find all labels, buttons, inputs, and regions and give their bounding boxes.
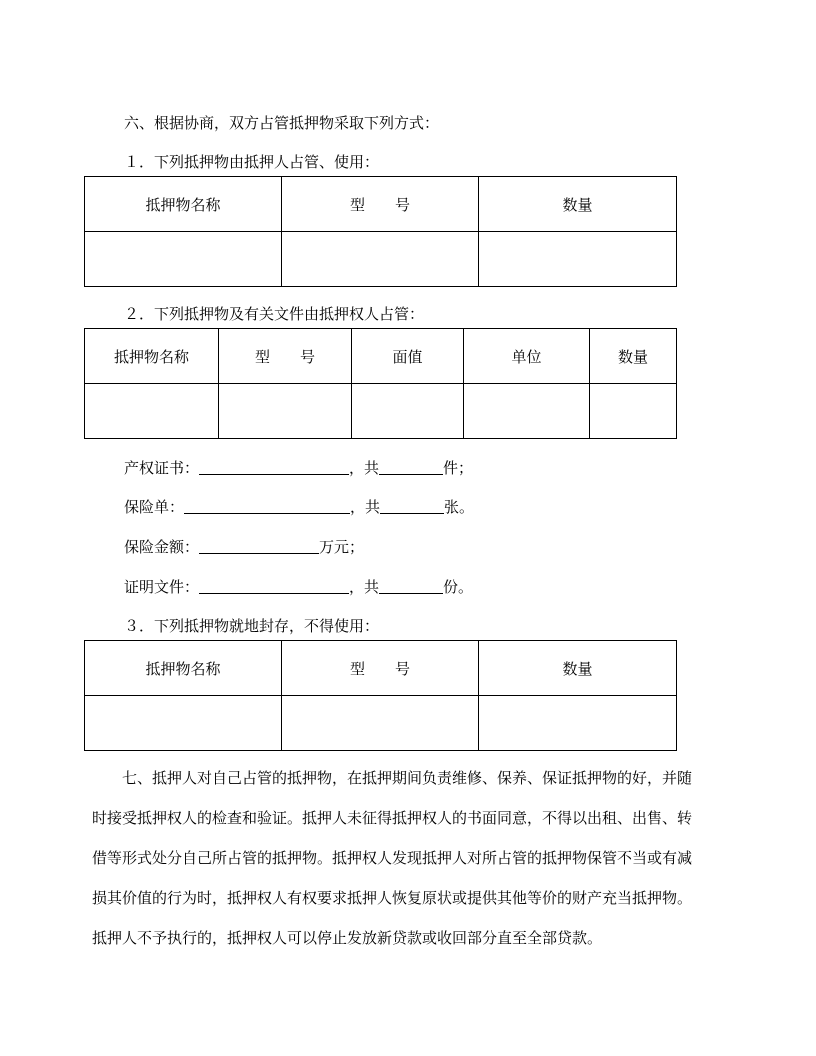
table-cell[interactable] (352, 384, 464, 439)
insured-amount-unit: 万元； (319, 538, 365, 556)
header-cell-name: 抵押物名称 (85, 641, 282, 696)
header-cell-model: 型 号 (282, 641, 479, 696)
table-cell[interactable] (219, 384, 352, 439)
table-item1 (84, 176, 677, 287)
header-cell-name: 抵押物名称 (85, 329, 219, 384)
table-item2 (84, 328, 677, 439)
insurance-count-input[interactable] (380, 497, 444, 514)
item1-title: １．下列抵押物由抵押人占管、使用： (124, 153, 380, 171)
header-cell-unit: 单位 (464, 329, 590, 384)
table-cell[interactable] (85, 696, 282, 751)
header-cell-model: 型 号 (282, 177, 479, 232)
property-cert-count-input[interactable] (379, 458, 443, 475)
header-cell-quantity: 数量 (479, 177, 677, 232)
insurance-unit: 张。 (444, 498, 475, 516)
table-cell[interactable] (282, 696, 479, 751)
header-cell-model: 型 号 (219, 329, 352, 384)
property-cert-sep: ，共 (349, 459, 380, 477)
paragraph-line: 抵押人不予执行的，抵押权人可以停止发放新贷款或收回部分直至全部贷款。 (92, 929, 603, 947)
table-cell[interactable] (85, 384, 219, 439)
insurance-field (124, 497, 474, 517)
table-row (85, 384, 677, 439)
insurance-label: 保险单： (124, 498, 185, 516)
paragraph-line: 时接受抵押权人的检查和验证。抵押人未征得抵押权人的书面同意，不得以出租、出售、转 (92, 809, 693, 827)
insured-amount-input[interactable] (199, 537, 319, 554)
table-row (85, 232, 677, 287)
paragraph-line: 七、抵押人对自己占管的抵押物，在抵押期间负责维修、保养、保证抵押物的好，并随 (92, 769, 693, 787)
property-cert-unit: 件； (443, 459, 474, 477)
section7-paragraph (92, 758, 732, 958)
table-row (85, 696, 677, 751)
header-cell-face-value: 面值 (352, 329, 464, 384)
table-cell[interactable] (282, 232, 479, 287)
certificate-sep: ，共 (349, 578, 380, 596)
insured-amount-label: 保险金额： (124, 538, 200, 556)
item3-title: ３．下列抵押物就地封存，不得使用： (124, 617, 380, 635)
item2-title: ２．下列抵押物及有关文件由抵押权人占管： (124, 305, 425, 323)
property-cert-label: 产权证书： (124, 459, 200, 477)
header-cell-quantity: 数量 (590, 329, 677, 384)
insured-amount-field (124, 537, 364, 557)
insurance-input[interactable] (184, 497, 350, 514)
property-cert-field (124, 458, 473, 478)
certificate-field (124, 577, 473, 597)
paragraph-line: 借等形式处分自己所占管的抵押物。抵押权人发现抵押人对所占管的抵押物保管不当或有减 (92, 849, 693, 867)
header-cell-name: 抵押物名称 (85, 177, 282, 232)
paragraph-line: 损其价值的行为时，抵押权人有权要求抵押人恢复原状或提供其他等价的财产充当抵押物。 (92, 889, 693, 907)
section6-heading: 六、根据协商，双方占管抵押物采取下列方式： (124, 114, 440, 132)
table-header-row (85, 177, 677, 232)
certificate-label: 证明文件： (124, 578, 200, 596)
certificate-count-input[interactable] (379, 577, 443, 594)
table-cell[interactable] (590, 384, 677, 439)
table-cell[interactable] (85, 232, 282, 287)
table-item3 (84, 640, 677, 751)
table-header-row (85, 329, 677, 384)
insurance-sep: ，共 (350, 498, 381, 516)
property-cert-input[interactable] (199, 458, 349, 475)
certificate-unit: 份。 (443, 578, 474, 596)
table-header-row (85, 641, 677, 696)
table-cell[interactable] (479, 696, 677, 751)
table-cell[interactable] (464, 384, 590, 439)
certificate-input[interactable] (199, 577, 349, 594)
table-cell[interactable] (479, 232, 677, 287)
header-cell-quantity: 数量 (479, 641, 677, 696)
